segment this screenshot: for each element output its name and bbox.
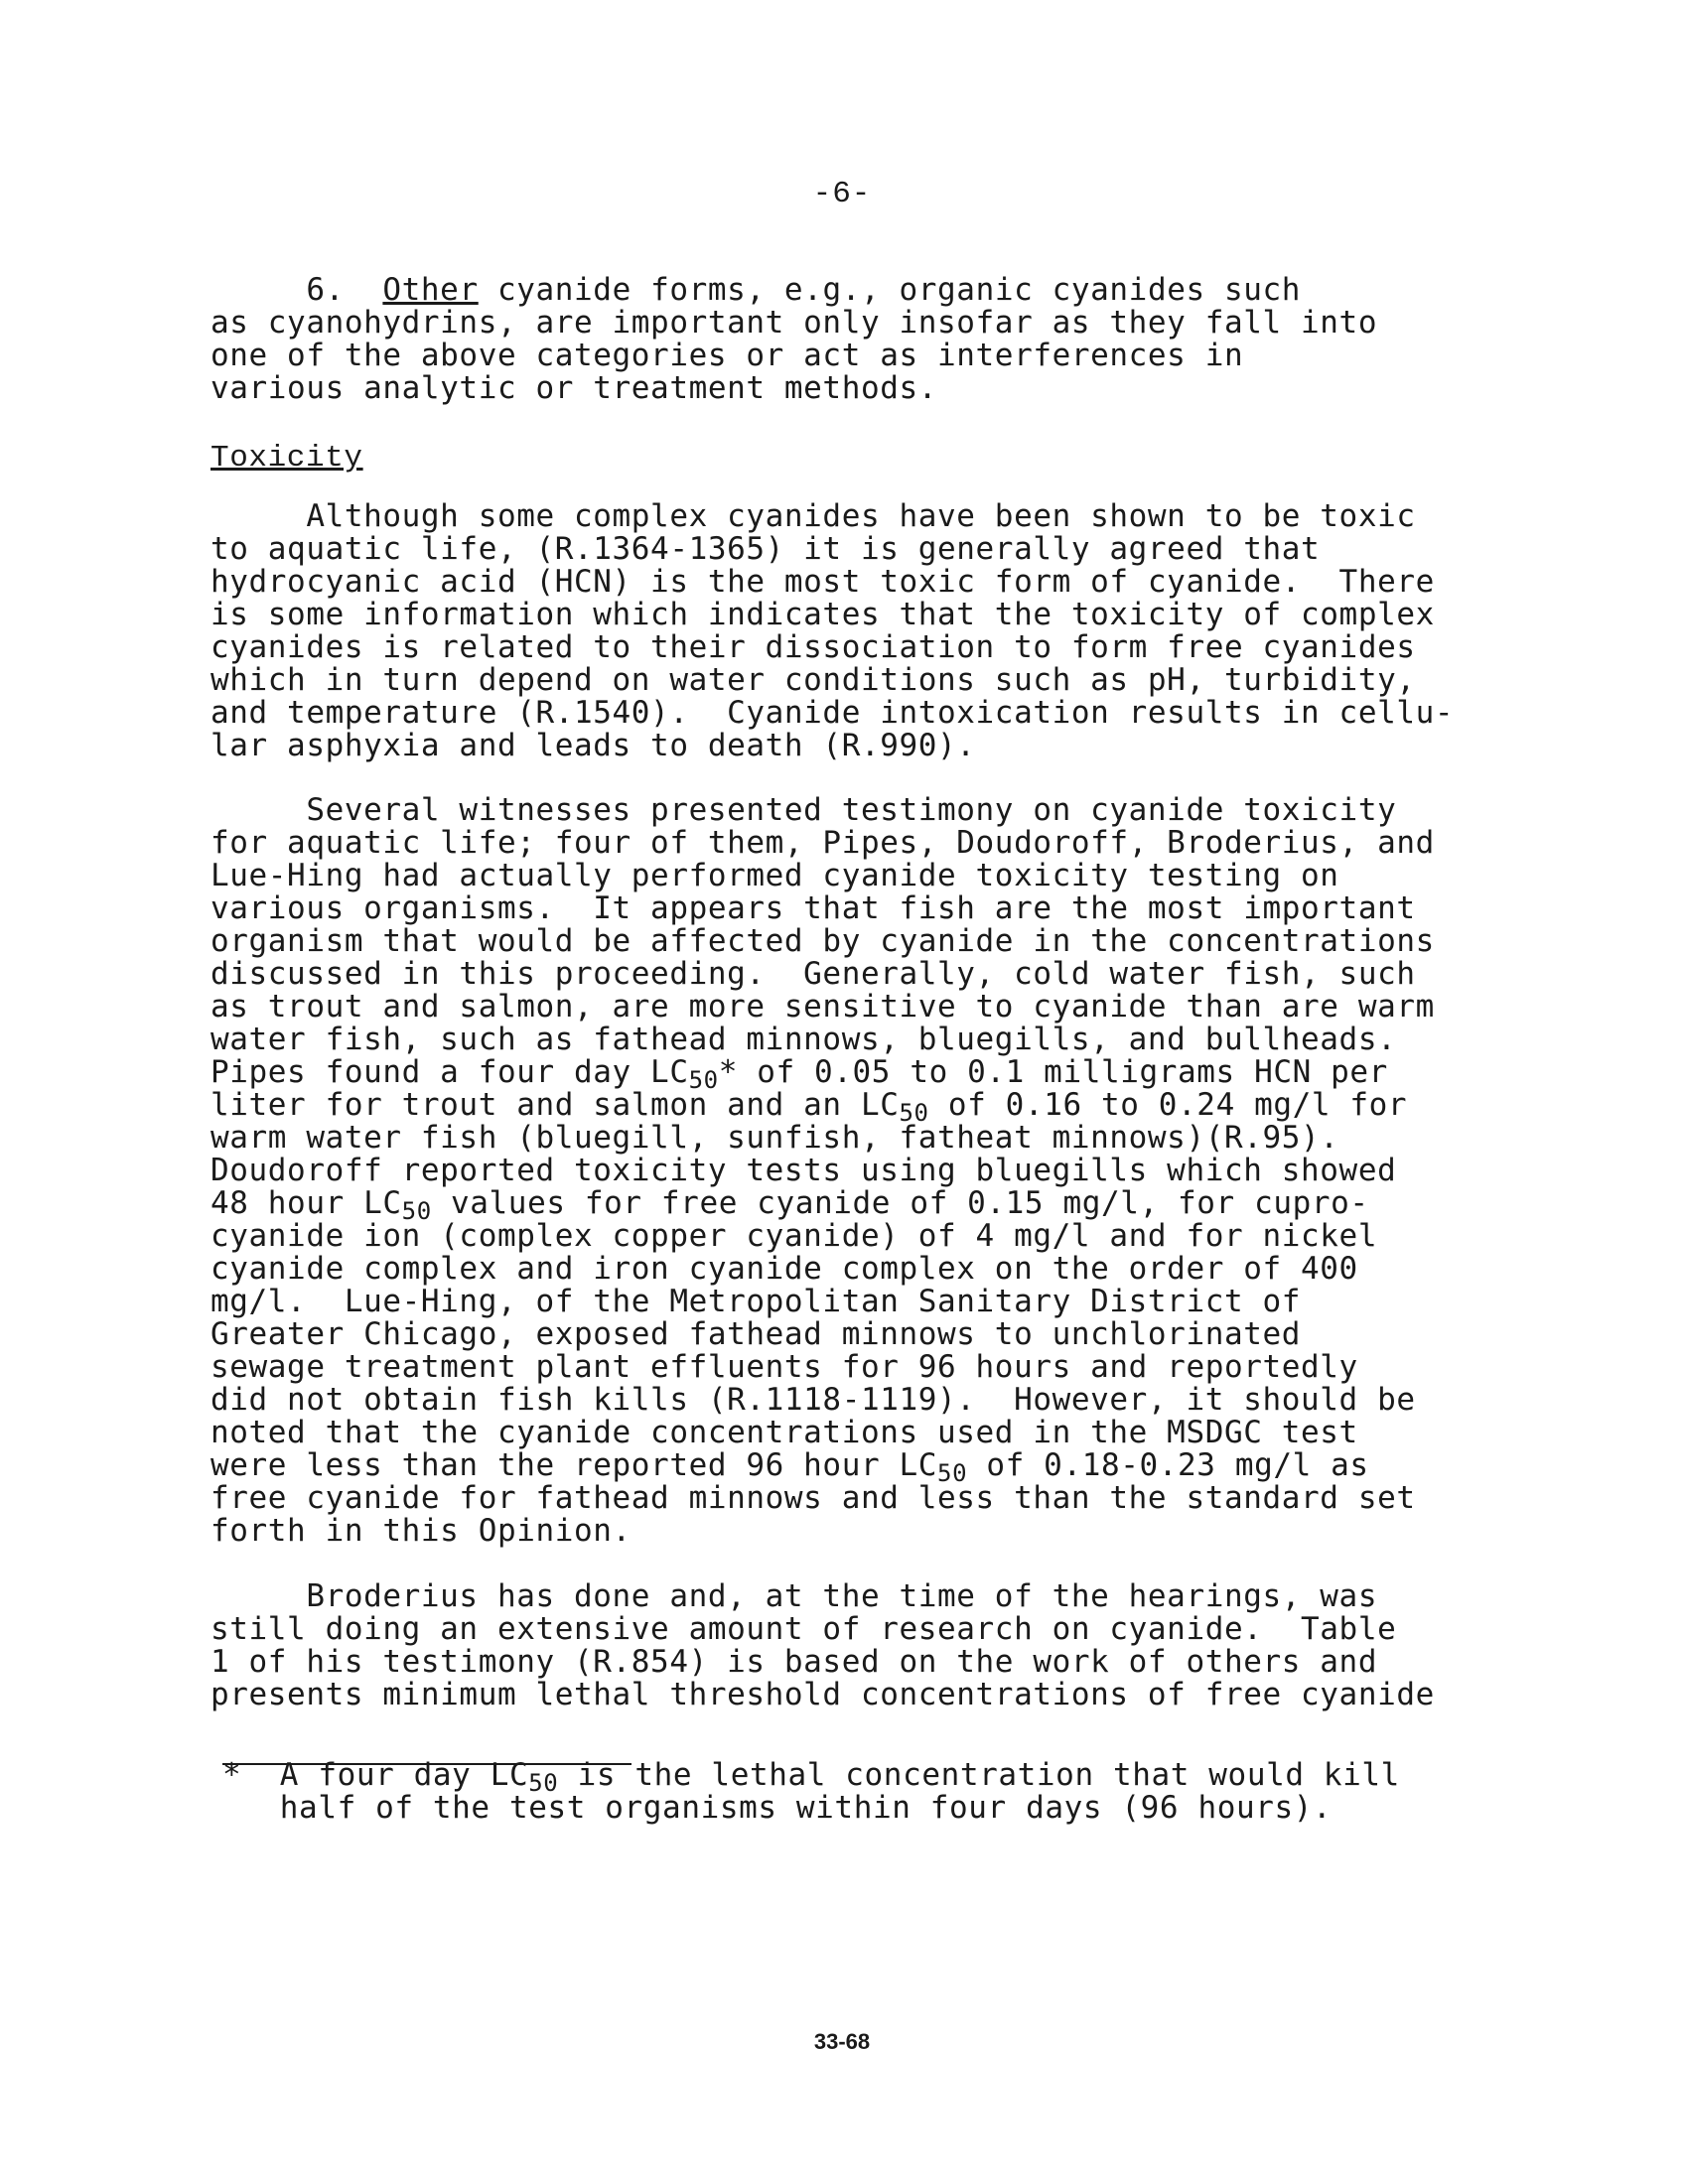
- text-line: of 0.16 to 0.24 mg/l for: [928, 1087, 1408, 1123]
- text-line: lar asphyxia and leads to death (R.990).: [210, 728, 976, 763]
- text-line: hydrocyanic acid (HCN) is the most toxic form of cyanide. There: [210, 564, 1435, 600]
- text-line: sewage treatment plant effluents for 96 hours and reportedly: [210, 1349, 1358, 1385]
- paragraph-witnesses: [210, 794, 1501, 1548]
- text-line: and temperature (R.1540). Cyanide intoxication results in cellu-: [210, 695, 1455, 731]
- paragraph-6-line-4: various analytic or treatment methods.: [210, 370, 938, 406]
- footnote-line: half of the test organisms within four days (96 hours).: [222, 1790, 1333, 1826]
- text-line: water fish, such as fathead minnows, bluegills, and bullheads.: [210, 1022, 1397, 1057]
- text-line: 1 of his testimony (R.854) is based on the work of others and: [210, 1644, 1378, 1680]
- text-line: Doudoroff reported toxicity tests using bluegills which showed: [210, 1153, 1397, 1188]
- paragraph-6: [210, 274, 1501, 405]
- text-line: Several witnesses presented testimony on cyanide toxicity: [210, 792, 1397, 828]
- lc-subscript: 50: [937, 1459, 968, 1487]
- text-line: Broderius has done and, at the time of the hearings, was: [210, 1578, 1378, 1614]
- text-line: organism that would be affected by cyanide in the concentrations: [210, 923, 1435, 959]
- text-line: Pipes found a four day LC: [210, 1054, 689, 1090]
- text-line: values for free cyanide of 0.15 mg/l, for cupro-: [431, 1185, 1369, 1221]
- text-line: cyanide ion (complex copper cyanide) of 4 mg/l and for nickel: [210, 1218, 1378, 1254]
- text-line: cyanides is related to their dissociation to form free cyanides: [210, 629, 1416, 665]
- paragraph-toxicity: [210, 500, 1501, 762]
- text-line: liter for trout and salmon and an LC: [210, 1087, 900, 1123]
- footnote: [222, 1759, 1513, 1825]
- text-line: to aquatic life, (R.1364-1365) it is generally agreed that: [210, 531, 1321, 567]
- text-line: did not obtain fish kills (R.1118-1119). However, it should be: [210, 1382, 1416, 1418]
- paragraph-6-line-1: cyanide forms, e.g., organic cyanides such: [478, 272, 1302, 308]
- lc-subscript: 50: [688, 1066, 719, 1094]
- text-line: cyanide complex and iron cyanide complex on the order of 400: [210, 1251, 1358, 1287]
- text-line: 48 hour LC: [210, 1185, 402, 1221]
- text-line: * of 0.05 to 0.1 milligrams HCN per: [718, 1054, 1388, 1090]
- paragraph-6-line-3: one of the above categories or act as interferences in: [210, 338, 1244, 373]
- paragraph-6-line-2: as cyanohydrins, are important only insofar as they fall into: [210, 305, 1378, 341]
- lc-subscript: 50: [528, 1769, 559, 1797]
- text-line: noted that the cyanide concentrations used in the MSDGC test: [210, 1415, 1358, 1450]
- text-line: as trout and salmon, are more sensitive to cyanide than are warm: [210, 989, 1435, 1024]
- text-line: Lue-Hing had actually performed cyanide toxicity testing on: [210, 858, 1339, 893]
- text-line: of 0.18-0.23 mg/l as: [967, 1447, 1369, 1483]
- text-line: free cyanide for fathead minnows and less than the standard set: [210, 1480, 1416, 1516]
- page-footer-number: 33-68: [813, 2029, 871, 2054]
- text-line: discussed in this proceeding. Generally, cold water fish, such: [210, 956, 1416, 992]
- text-line: presents minimum lethal threshold concentrations of free cyanide: [210, 1677, 1435, 1712]
- text-line: mg/l. Lue-Hing, of the Metropolitan Sanitary District of: [210, 1284, 1302, 1319]
- section-heading-toxicity: Toxicity: [210, 441, 363, 476]
- text-line: which in turn depend on water conditions such as pH, turbidity,: [210, 662, 1416, 698]
- lc-subscript: 50: [401, 1197, 432, 1225]
- paragraph-broderius: [210, 1580, 1501, 1711]
- text-line: is some information which indicates that the toxicity of complex: [210, 597, 1435, 632]
- footnote-line: * A four day LC: [222, 1757, 529, 1793]
- lc-subscript: 50: [899, 1099, 929, 1127]
- text-line: still doing an extensive amount of research on cyanide. Table: [210, 1611, 1397, 1647]
- text-line: Although some complex cyanides have been shown to be toxic: [210, 498, 1416, 534]
- text-line: various organisms. It appears that fish are the most important: [210, 890, 1416, 926]
- text-line: Greater Chicago, exposed fathead minnows to unchlorinated: [210, 1316, 1302, 1352]
- text-line: warm water fish (bluegill, sunfish, fatheat minnows)(R.95).: [210, 1120, 1339, 1156]
- page-number: -6-: [812, 177, 872, 211]
- paragraph-6-number: 6.: [306, 272, 345, 308]
- text-line: forth in this Opinion.: [210, 1513, 632, 1549]
- text-line: for aquatic life; four of them, Pipes, Doudoroff, Broderius, and: [210, 825, 1435, 861]
- footnote-line: is the lethal concentration that would kill: [558, 1757, 1400, 1793]
- text-line: were less than the reported 96 hour LC: [210, 1447, 938, 1483]
- paragraph-6-underlined-word: Other: [382, 272, 479, 308]
